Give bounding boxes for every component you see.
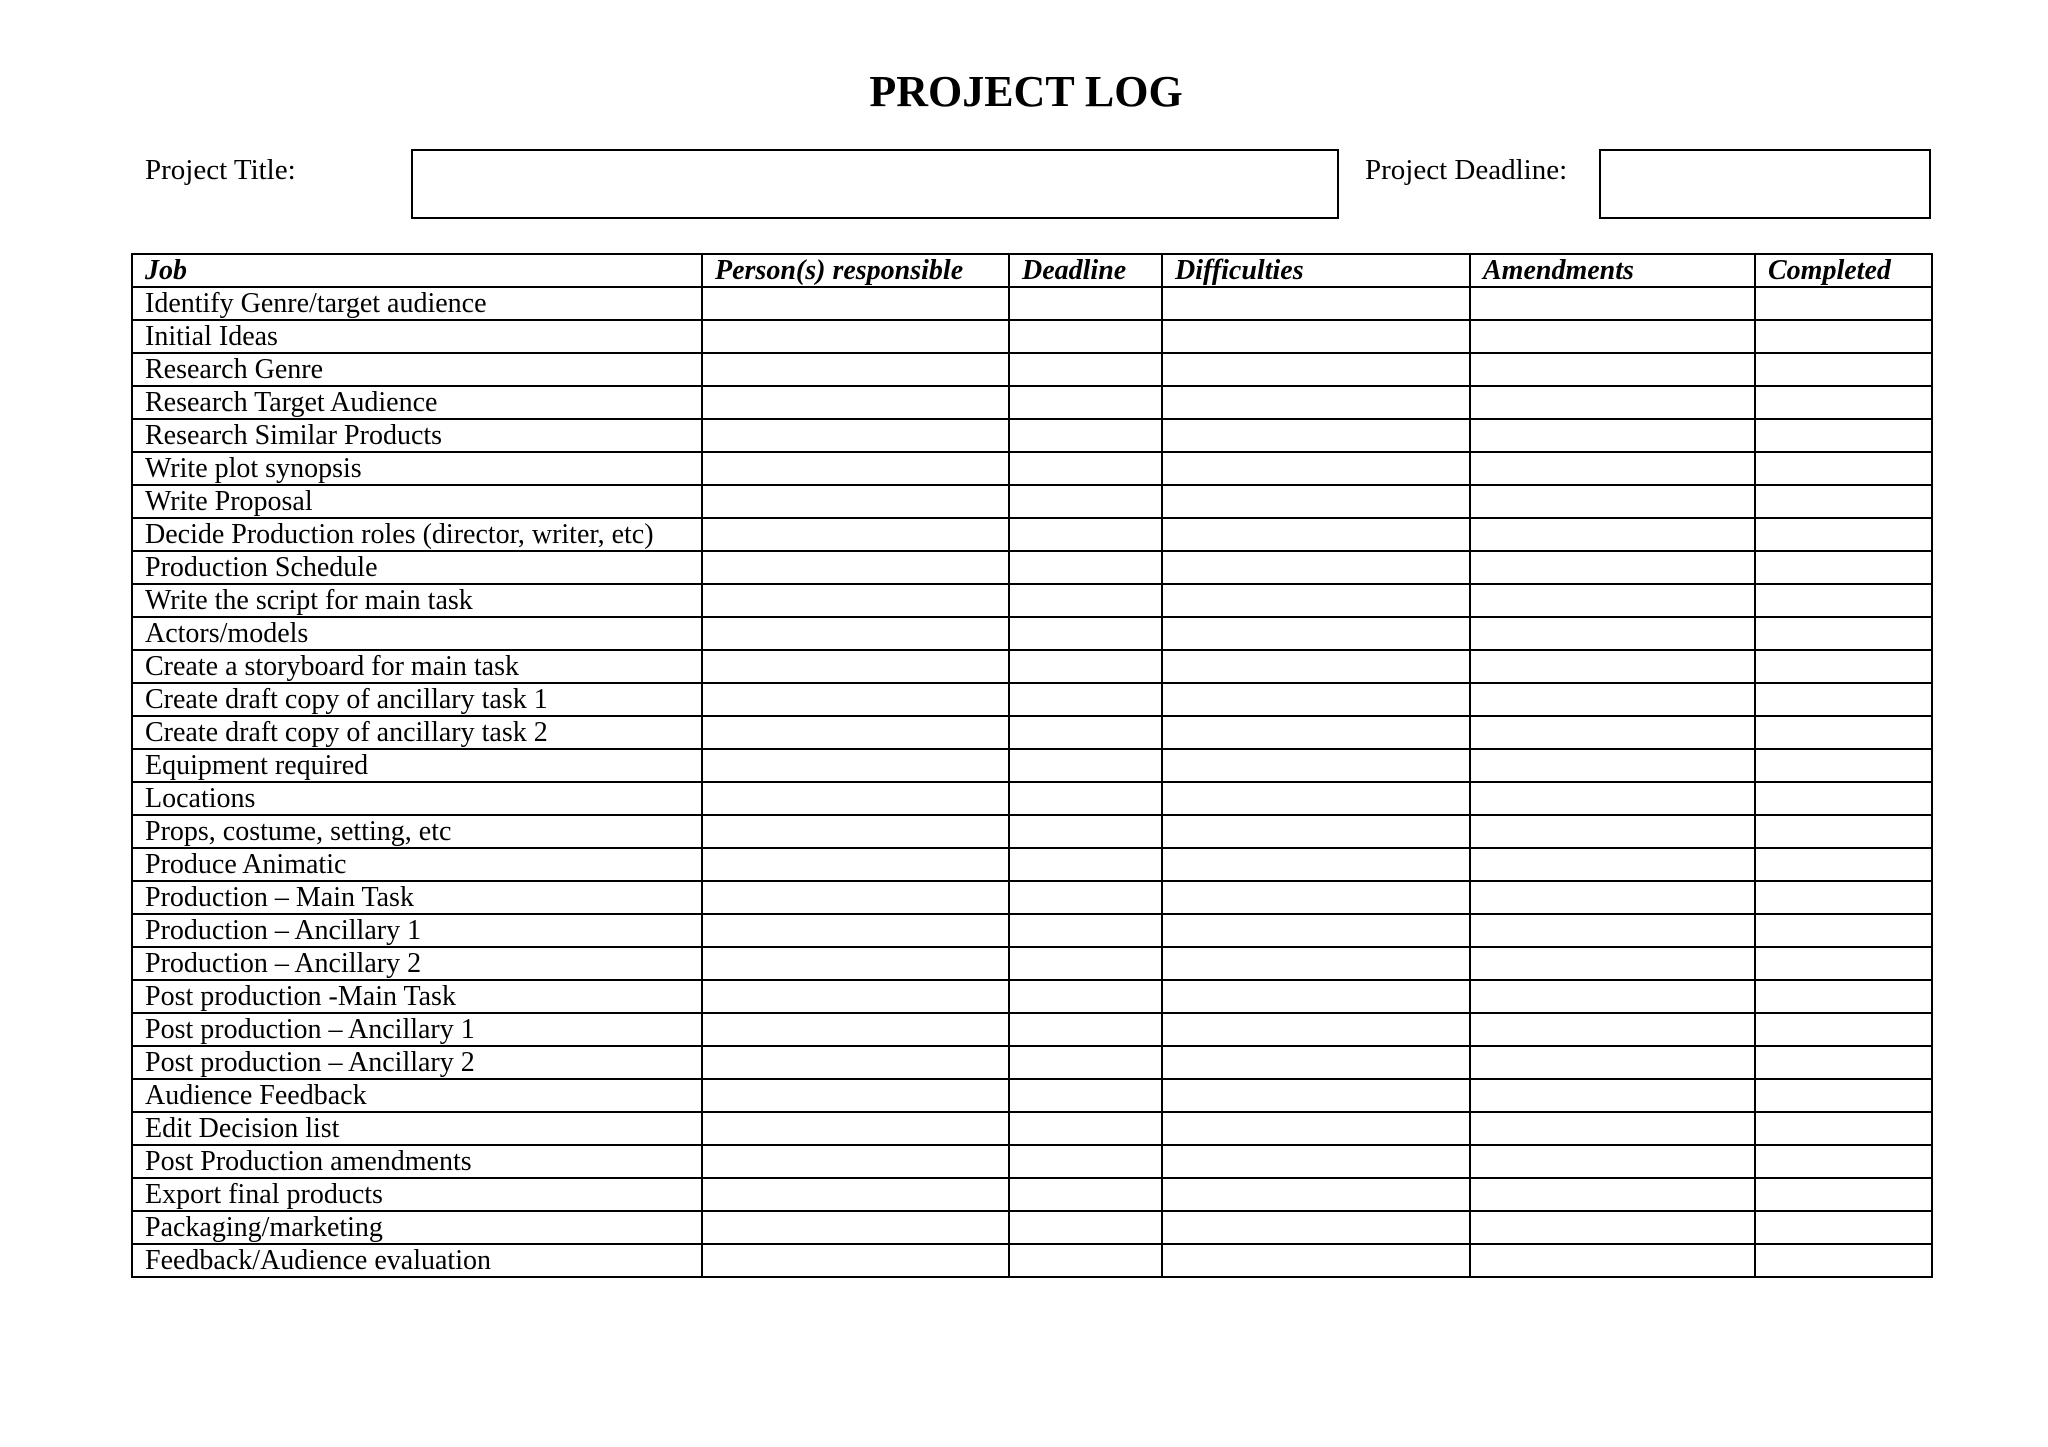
job-cell: Create draft copy of ancillary task 2 [132,716,702,749]
job-cell: Production – Ancillary 2 [132,947,702,980]
table-row [132,650,1932,683]
job-cell: Research Genre [132,353,702,386]
deadline-cell[interactable] [1009,881,1162,914]
persons-responsible-cell[interactable] [702,617,1009,650]
difficulties-cell[interactable] [1162,1244,1470,1277]
table-header-row [132,254,1932,287]
difficulties-cell[interactable] [1162,353,1470,386]
persons-responsible-cell[interactable] [702,1112,1009,1145]
completed-cell[interactable] [1755,1178,1932,1211]
persons-responsible-cell[interactable] [702,1079,1009,1112]
deadline-cell[interactable] [1009,1244,1162,1277]
persons-responsible-cell[interactable] [702,1178,1009,1211]
amendments-cell[interactable] [1470,320,1755,353]
completed-cell[interactable] [1755,452,1932,485]
table-row [132,617,1932,650]
job-cell: Edit Decision list [132,1112,702,1145]
job-cell: Write the script for main task [132,584,702,617]
persons-responsible-cell[interactable] [702,386,1009,419]
table-row [132,419,1932,452]
amendments-cell[interactable] [1470,386,1755,419]
amendments-cell[interactable] [1470,452,1755,485]
table-row [132,551,1932,584]
job-cell: Write plot synopsis [132,452,702,485]
table-row [132,386,1932,419]
completed-cell[interactable] [1755,617,1932,650]
persons-responsible-cell[interactable] [702,287,1009,320]
table-row [132,485,1932,518]
job-cell: Post production -Main Task [132,980,702,1013]
amendments-cell[interactable] [1470,1211,1755,1244]
amendments-cell[interactable] [1470,1178,1755,1211]
job-cell: Audience Feedback [132,1079,702,1112]
difficulties-cell[interactable] [1162,980,1470,1013]
persons-responsible-cell[interactable] [702,716,1009,749]
completed-cell[interactable] [1755,419,1932,452]
persons-responsible-cell[interactable] [702,1046,1009,1079]
job-cell: Post Production amendments [132,1145,702,1178]
completed-cell[interactable] [1755,914,1932,947]
table-row [132,1013,1932,1046]
job-cell: Identify Genre/target audience [132,287,702,320]
table-body [132,287,1932,1277]
persons-responsible-cell[interactable] [702,683,1009,716]
deadline-cell[interactable] [1009,848,1162,881]
amendments-cell[interactable] [1470,1112,1755,1145]
persons-responsible-cell[interactable] [702,419,1009,452]
table-row [132,716,1932,749]
deadline-cell[interactable] [1009,419,1162,452]
deadline-cell[interactable] [1009,518,1162,551]
amendments-cell[interactable] [1470,1046,1755,1079]
difficulties-cell[interactable] [1162,914,1470,947]
completed-cell[interactable] [1755,782,1932,815]
persons-responsible-cell[interactable] [702,848,1009,881]
deadline-cell[interactable] [1009,947,1162,980]
table-row [132,1112,1932,1145]
job-cell: Locations [132,782,702,815]
job-cell: Create a storyboard for main task [132,650,702,683]
amendments-cell[interactable] [1470,1145,1755,1178]
job-cell: Decide Production roles (director, writer, etc) [132,518,702,551]
job-cell: Production Schedule [132,551,702,584]
deadline-cell[interactable] [1009,353,1162,386]
job-cell: Production – Main Task [132,881,702,914]
table-row [132,980,1932,1013]
job-cell: Props, costume, setting, etc [132,815,702,848]
table-row [132,881,1932,914]
persons-responsible-cell[interactable] [702,881,1009,914]
completed-cell[interactable] [1755,947,1932,980]
deadline-cell[interactable] [1009,782,1162,815]
deadline-cell[interactable] [1009,914,1162,947]
amendments-cell[interactable] [1470,848,1755,881]
deadline-cell[interactable] [1009,1046,1162,1079]
difficulties-cell[interactable] [1162,947,1470,980]
deadline-cell[interactable] [1009,1211,1162,1244]
difficulties-cell[interactable] [1162,815,1470,848]
page-title: PROJECT LOG [869,67,1183,116]
deadline-cell[interactable] [1009,716,1162,749]
job-cell: Feedback/Audience evaluation [132,1244,702,1277]
completed-cell[interactable] [1755,1046,1932,1079]
completed-cell[interactable] [1755,485,1932,518]
job-cell: Initial Ideas [132,320,702,353]
difficulties-cell[interactable] [1162,683,1470,716]
deadline-cell[interactable] [1009,749,1162,782]
difficulties-cell[interactable] [1162,452,1470,485]
difficulties-cell[interactable] [1162,518,1470,551]
job-cell: Post production – Ancillary 1 [132,1013,702,1046]
table-row [132,452,1932,485]
deadline-cell[interactable] [1009,980,1162,1013]
difficulties-cell[interactable] [1162,1046,1470,1079]
completed-cell[interactable] [1755,1244,1932,1277]
job-cell: Export final products [132,1178,702,1211]
persons-responsible-cell[interactable] [702,353,1009,386]
amendments-cell[interactable] [1470,1244,1755,1277]
difficulties-cell[interactable] [1162,1211,1470,1244]
deadline-cell[interactable] [1009,584,1162,617]
completed-cell[interactable] [1755,1211,1932,1244]
completed-cell[interactable] [1755,848,1932,881]
amendments-cell[interactable] [1470,353,1755,386]
completed-cell[interactable] [1755,287,1932,320]
table-row [132,287,1932,320]
project-title-label: Project Title: [145,154,296,186]
difficulties-cell[interactable] [1162,782,1470,815]
difficulties-cell[interactable] [1162,716,1470,749]
job-cell: Research Target Audience [132,386,702,419]
persons-responsible-cell[interactable] [702,1211,1009,1244]
difficulties-cell[interactable] [1162,419,1470,452]
amendments-cell[interactable] [1470,650,1755,683]
table-row [132,782,1932,815]
table-row [132,1145,1932,1178]
project-deadline-field[interactable] [1599,149,1931,219]
persons-responsible-cell[interactable] [702,452,1009,485]
completed-cell[interactable] [1755,1013,1932,1046]
project-deadline-label: Project Deadline: [1365,154,1568,186]
amendments-cell[interactable] [1470,683,1755,716]
completed-cell[interactable] [1755,881,1932,914]
amendments-cell[interactable] [1470,1079,1755,1112]
persons-responsible-cell[interactable] [702,782,1009,815]
job-cell: Post production – Ancillary 2 [132,1046,702,1079]
deadline-cell[interactable] [1009,815,1162,848]
completed-cell[interactable] [1755,386,1932,419]
completed-cell[interactable] [1755,551,1932,584]
persons-responsible-cell[interactable] [702,1244,1009,1277]
amendments-cell[interactable] [1470,287,1755,320]
persons-responsible-cell[interactable] [702,914,1009,947]
table-row [132,848,1932,881]
completed-cell[interactable] [1755,683,1932,716]
amendments-cell[interactable] [1470,716,1755,749]
persons-responsible-cell[interactable] [702,947,1009,980]
completed-cell[interactable] [1755,1112,1932,1145]
deadline-cell[interactable] [1009,452,1162,485]
column-header-amendments: Amendments [1470,254,1755,287]
persons-responsible-cell[interactable] [702,650,1009,683]
column-header-job: Job [132,254,702,287]
deadline-cell[interactable] [1009,551,1162,584]
persons-responsible-cell[interactable] [702,1013,1009,1046]
job-cell: Equipment required [132,749,702,782]
table-row [132,683,1932,716]
deadline-cell[interactable] [1009,683,1162,716]
difficulties-cell[interactable] [1162,1079,1470,1112]
table-row [132,1178,1932,1211]
deadline-cell[interactable] [1009,1145,1162,1178]
table-row [132,584,1932,617]
difficulties-cell[interactable] [1162,617,1470,650]
table-row [132,914,1932,947]
deadline-cell[interactable] [1009,650,1162,683]
column-header-deadline: Deadline [1009,254,1162,287]
amendments-cell[interactable] [1470,881,1755,914]
job-cell: Produce Animatic [132,848,702,881]
deadline-cell[interactable] [1009,1178,1162,1211]
amendments-cell[interactable] [1470,518,1755,551]
difficulties-cell[interactable] [1162,1112,1470,1145]
amendments-cell[interactable] [1470,947,1755,980]
completed-cell[interactable] [1755,1079,1932,1112]
difficulties-cell[interactable] [1162,650,1470,683]
table-row [132,947,1932,980]
completed-cell[interactable] [1755,749,1932,782]
job-cell: Research Similar Products [132,419,702,452]
completed-cell[interactable] [1755,353,1932,386]
amendments-cell[interactable] [1470,584,1755,617]
persons-responsible-cell[interactable] [702,815,1009,848]
difficulties-cell[interactable] [1162,848,1470,881]
amendments-cell[interactable] [1470,485,1755,518]
table-row [132,1211,1932,1244]
table-row [132,1046,1932,1079]
project-log-table [131,253,1933,1278]
difficulties-cell[interactable] [1162,584,1470,617]
amendments-cell[interactable] [1470,551,1755,584]
difficulties-cell[interactable] [1162,551,1470,584]
project-title-field[interactable] [411,149,1339,219]
persons-responsible-cell[interactable] [702,320,1009,353]
deadline-cell[interactable] [1009,485,1162,518]
completed-cell[interactable] [1755,815,1932,848]
job-cell: Packaging/marketing [132,1211,702,1244]
job-cell: Create draft copy of ancillary task 1 [132,683,702,716]
persons-responsible-cell[interactable] [702,518,1009,551]
amendments-cell[interactable] [1470,749,1755,782]
deadline-cell[interactable] [1009,1013,1162,1046]
amendments-cell[interactable] [1470,815,1755,848]
job-cell: Actors/models [132,617,702,650]
difficulties-cell[interactable] [1162,485,1470,518]
amendments-cell[interactable] [1470,617,1755,650]
difficulties-cell[interactable] [1162,386,1470,419]
deadline-cell[interactable] [1009,617,1162,650]
difficulties-cell[interactable] [1162,881,1470,914]
job-cell: Write Proposal [132,485,702,518]
difficulties-cell[interactable] [1162,749,1470,782]
amendments-cell[interactable] [1470,782,1755,815]
amendments-cell[interactable] [1470,419,1755,452]
deadline-cell[interactable] [1009,1112,1162,1145]
amendments-cell[interactable] [1470,1013,1755,1046]
difficulties-cell[interactable] [1162,1178,1470,1211]
table-row [132,320,1932,353]
persons-responsible-cell[interactable] [702,1145,1009,1178]
table-row [132,1244,1932,1277]
completed-cell[interactable] [1755,584,1932,617]
column-header-difficulties: Difficulties [1162,254,1470,287]
completed-cell[interactable] [1755,650,1932,683]
column-header-persons-responsible: Person(s) responsible [702,254,1009,287]
difficulties-cell[interactable] [1162,1013,1470,1046]
completed-cell[interactable] [1755,320,1932,353]
table-row [132,749,1932,782]
persons-responsible-cell[interactable] [702,980,1009,1013]
difficulties-cell[interactable] [1162,1145,1470,1178]
amendments-cell[interactable] [1470,914,1755,947]
job-cell: Production – Ancillary 1 [132,914,702,947]
table-row [132,1079,1932,1112]
deadline-cell[interactable] [1009,1079,1162,1112]
table-row [132,815,1932,848]
persons-responsible-cell[interactable] [702,551,1009,584]
deadline-cell[interactable] [1009,386,1162,419]
completed-cell[interactable] [1755,1145,1932,1178]
completed-cell[interactable] [1755,518,1932,551]
difficulties-cell[interactable] [1162,287,1470,320]
difficulties-cell[interactable] [1162,320,1470,353]
column-header-completed: Completed [1755,254,1932,287]
persons-responsible-cell[interactable] [702,584,1009,617]
persons-responsible-cell[interactable] [702,749,1009,782]
completed-cell[interactable] [1755,716,1932,749]
deadline-cell[interactable] [1009,287,1162,320]
completed-cell[interactable] [1755,980,1932,1013]
amendments-cell[interactable] [1470,980,1755,1013]
deadline-cell[interactable] [1009,320,1162,353]
table-row [132,353,1932,386]
table-row [132,518,1932,551]
persons-responsible-cell[interactable] [702,485,1009,518]
